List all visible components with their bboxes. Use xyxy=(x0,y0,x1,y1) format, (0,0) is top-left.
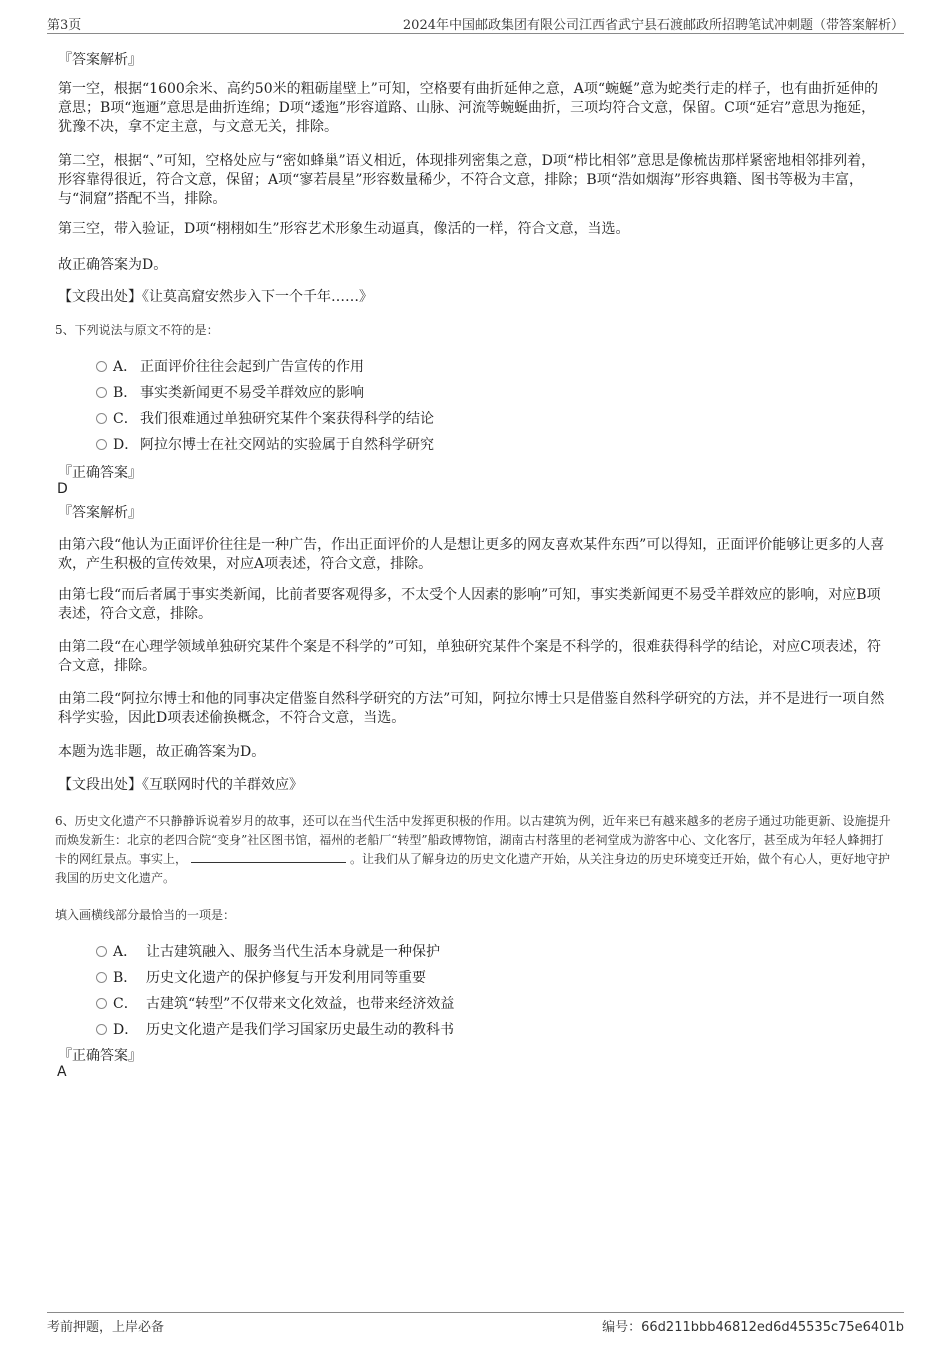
stem-text: 。让我们从了解身边的历史文化遗产开始，从关注身边的历史环境变迁开始，做个有心人，更好地守护我国的历史文化遗产。 xyxy=(55,852,891,885)
analysis-paragraph: 由第七段“而后者属于事实类新闻，比前者要客观得多，不太受个人因素的影响”可知，事实类新闻更不易受羊群效应的影响，对应B项表述，符合文意，排除。 xyxy=(58,587,881,622)
radio-icon[interactable] xyxy=(96,972,107,983)
option-letter: C． xyxy=(113,996,138,1012)
correct-answer: A xyxy=(57,1064,67,1080)
analysis-paragraph: 由第二段“阿拉尔博士和他的同事决定借鉴自然科学研究的方法”可知，阿拉尔博士只是借鉴自然科学研究的方法，并不是进行一项自然科学实验，因此D项表述偷换概念，不符合文意，当选。 xyxy=(58,691,885,726)
analysis-paragraph: 第二空，根据“、”可知，空格处应与“密如蜂巢”语义相近，体现排列密集之意，D项“栉比相邻”意思是像梳齿那样紧密地相邻排列着，形容靠得很近，符合文意，保留；A项“寥若晨星”形容数量稀少，不符合文意，排除；B项“浩如烟海”形容典籍、图书等极为丰富，与“洞窟”搭配不当，排除。 xyxy=(58,153,876,207)
option-letter: D． xyxy=(113,1022,139,1038)
option-text: 正面评价往往会起到广告宣传的作用 xyxy=(140,359,364,375)
option-letter: C． xyxy=(113,411,138,427)
fill-blank xyxy=(191,850,346,863)
source-citation: 【文段出处】《互联网时代的羊群效应》 xyxy=(58,777,303,793)
option-text: 让古建筑融入、服务当代生活本身就是一种保护 xyxy=(146,944,440,960)
analysis-paragraph: 由第二段“在心理学领域单独研究某件个案是不科学的”可知，单独研究某件个案是不科学的，很难获得科学的结论，对应C项表述，符合文意，排除。 xyxy=(58,639,882,674)
option-letter: B． xyxy=(113,385,138,401)
correct-answer: D xyxy=(57,481,68,497)
radio-icon[interactable] xyxy=(96,413,107,424)
analysis-paragraph: 故正确答案为D。 xyxy=(58,257,168,273)
analysis-paragraph: 由第六段“他认为正面评价往往是一种广告，作出正面评价的人是想让更多的网友喜欢某件东西”可以得知，正面评价能够让更多的人喜欢，产生积极的宣传效果，对应A项表述，符合文意，排除。 xyxy=(58,537,885,572)
question-stem xyxy=(55,812,895,888)
option-text: 历史文化遗产的保护修复与开发利用同等重要 xyxy=(146,970,426,986)
option-text: 阿拉尔博士在社交网站的实验属于自然科学研究 xyxy=(140,437,434,453)
radio-icon[interactable] xyxy=(96,998,107,1009)
page-footer xyxy=(47,1312,904,1335)
question-stem: 5、下列说法与原文不符的是： xyxy=(55,323,219,337)
option-letter: B． xyxy=(113,970,138,986)
option-letter: A． xyxy=(113,359,138,375)
radio-icon[interactable] xyxy=(96,387,107,398)
source-citation: 【文段出处】《让莫高窟安然步入下一个千年……》 xyxy=(58,289,373,305)
footer-slogan: 考前押题，上岸必备 xyxy=(47,1320,165,1335)
option-text: 事实类新闻更不易受羊群效应的影响 xyxy=(140,385,364,401)
option-text: 我们很难通过单独研究某件个案获得科学的结论 xyxy=(140,411,434,427)
document-title: 2024年中国邮政集团有限公司江西省武宁县石渡邮政所招聘笔试冲刺题（带答案解析） xyxy=(402,18,904,33)
option-letter: D． xyxy=(113,437,139,453)
analysis-paragraph: 第一空，根据“1600余米、高约50米的粗砺崖壁上”可知，空格要有曲折延伸之意，A项“蜿蜒”意为蛇类行走的样子，也有曲折延伸的意思；B项“迤逦”意思是曲折连绵；D项“逶迤”形容道路、山脉、河流等蜿蜒曲折，三项均符合文意，保留。C项“延宕”意思为拖延，犹豫不决，拿不定主意，与文意无关，排除。 xyxy=(58,81,879,135)
document-id: 编号：66d211bbb46812ed6d45535c75e6401b xyxy=(602,1320,904,1335)
page-number: 第3页 xyxy=(47,18,82,33)
stem-text: 6、历史文化遗产不只静静诉说着岁月的故事，还可以在当代生活中发挥更积极的作用。以古建筑为例，近年来已有越来越多的老房子通过功能更新、设施提升而焕发新生：北京的老四合院“变身”社区图书馆，福州的老船厂“转型”船政博物馆，湖南古村落里的老祠堂成为游客中心、文化客厅，甚至成为年轻人蜂拥打卡的网红景点。事实上， xyxy=(55,814,891,866)
question-prompt: 填入画横线部分最恰当的一项是： xyxy=(55,908,236,922)
answer-tag: 『正确答案』 xyxy=(58,1048,142,1064)
radio-icon[interactable] xyxy=(96,361,107,372)
radio-icon[interactable] xyxy=(96,1024,107,1035)
analysis-paragraph: 第三空，带入验证，D项“栩栩如生”形容艺术形象生动逼真，像活的一样，符合文意，当选。 xyxy=(58,221,630,237)
option-text: 古建筑“转型”不仅带来文化效益，也带来经济效益 xyxy=(146,996,455,1012)
page-header xyxy=(47,14,904,34)
analysis-tag: 『答案解析』 xyxy=(58,52,142,68)
option-letter: A． xyxy=(113,944,138,960)
radio-icon[interactable] xyxy=(96,439,107,450)
analysis-paragraph: 本题为选非题，故正确答案为D。 xyxy=(58,744,266,760)
option-text: 历史文化遗产是我们学习国家历史最生动的教科书 xyxy=(146,1022,454,1038)
analysis-tag: 『答案解析』 xyxy=(58,505,142,521)
answer-tag: 『正确答案』 xyxy=(58,465,142,481)
radio-icon[interactable] xyxy=(96,946,107,957)
